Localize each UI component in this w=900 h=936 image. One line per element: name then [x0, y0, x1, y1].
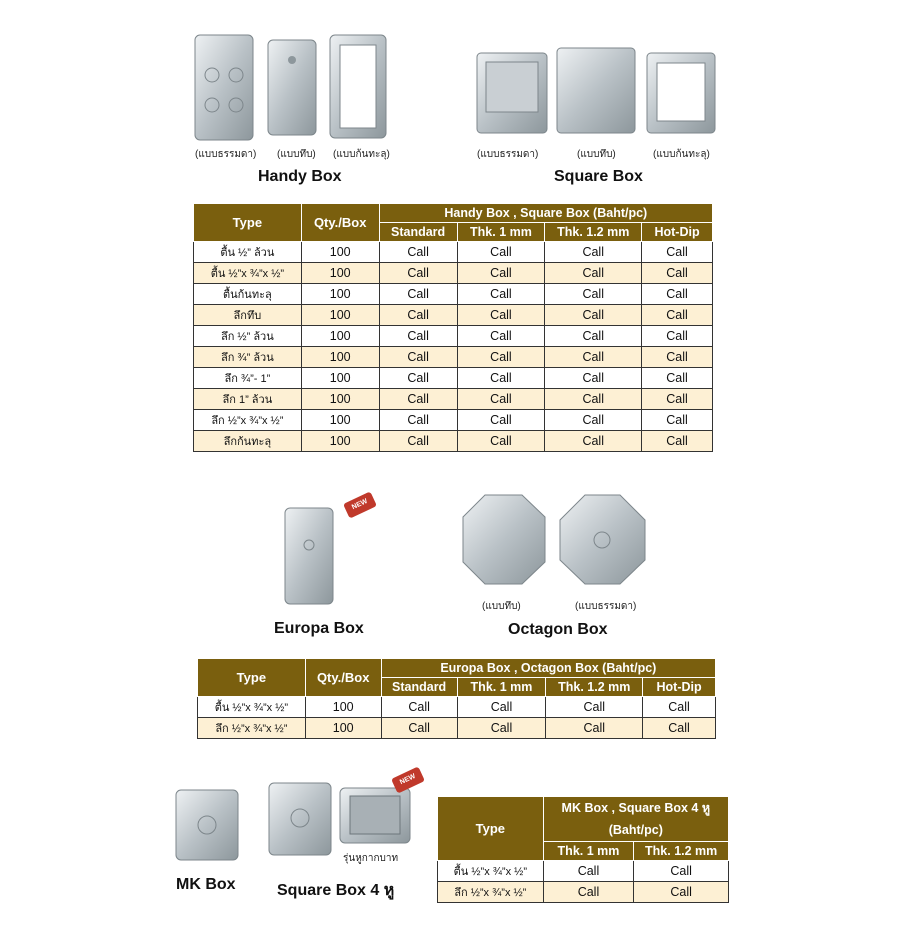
- qty-cell: 100: [301, 284, 379, 305]
- price-cell: Call: [379, 242, 457, 263]
- price-cell: Call: [379, 347, 457, 368]
- handy-box-variant-3: (แบบก้นทะลุ): [333, 149, 390, 160]
- price-cell: Call: [642, 242, 713, 263]
- table-row: [194, 410, 713, 431]
- table-row: [194, 347, 713, 368]
- type-cell: ตื้น ½” ล้วน: [194, 242, 302, 263]
- octagon-variant-1: (แบบทึบ): [482, 601, 521, 612]
- col-type-header: Type: [194, 204, 302, 242]
- type-cell: ลึก 1” ล้วน: [194, 389, 302, 410]
- price-cell: Call: [381, 718, 457, 739]
- price-cell: Call: [457, 389, 545, 410]
- col-type-header: Type: [438, 797, 544, 861]
- type-cell: ตื้น ½”x ¾”x ½”: [198, 697, 306, 718]
- price-cell: Call: [457, 263, 545, 284]
- table-row: [194, 368, 713, 389]
- price-cell: Call: [457, 368, 545, 389]
- price-cell: Call: [379, 263, 457, 284]
- type-cell: ลึกก้นทะลุ: [194, 431, 302, 452]
- col-type-header: Type: [198, 659, 306, 697]
- price-cell: Call: [643, 697, 716, 718]
- octagon-box-closed-image: [463, 495, 545, 584]
- table-row: [194, 242, 713, 263]
- handy-box-title: Handy Box: [258, 168, 342, 185]
- handy-box-images: [190, 30, 390, 150]
- price-cell: Call: [546, 697, 643, 718]
- price-cell: Call: [457, 284, 545, 305]
- table-row: [194, 284, 713, 305]
- type-cell: ลึก ½”x ¾”x ½”: [198, 718, 306, 739]
- square-box-standard-image: [477, 53, 547, 133]
- price-cell: Call: [379, 284, 457, 305]
- handy-box-variant-2: (แบบทึบ): [277, 149, 316, 160]
- mk-box-title: MK Box: [176, 876, 236, 893]
- price-cell: Call: [457, 242, 545, 263]
- price-cell: Call: [642, 284, 713, 305]
- handy-box-open-bottom-image: [330, 35, 386, 138]
- price-cell: Call: [457, 305, 545, 326]
- sub-header-thk1: Thk. 1 mm: [457, 223, 545, 242]
- type-cell: ลึกทึบ: [194, 305, 302, 326]
- sub-header-standard: Standard: [379, 223, 457, 242]
- group-header: Europa Box , Octagon Box (Baht/pc): [381, 659, 715, 678]
- square-box-4-standard-image: [269, 783, 331, 855]
- type-cell: ลึก ½”x ¾”x ½”: [438, 882, 544, 903]
- square-box-open-bottom-image: [647, 53, 715, 133]
- table-row: [198, 697, 716, 718]
- type-cell: ลึก ½” ล้วน: [194, 326, 302, 347]
- octagon-box-standard-image: [560, 495, 645, 584]
- handy-box-standard-image: [195, 35, 253, 140]
- price-cell: Call: [379, 389, 457, 410]
- qty-cell: 100: [301, 305, 379, 326]
- square-box-4-variant: รุ่นหูกากบาท: [343, 853, 399, 864]
- qty-cell: 100: [301, 368, 379, 389]
- price-cell: Call: [543, 882, 634, 903]
- qty-cell: 100: [301, 326, 379, 347]
- octagon-variant-2: (แบบธรรมดา): [575, 601, 637, 612]
- square-box-4-title: Square Box 4 หู: [277, 882, 395, 899]
- price-cell: Call: [543, 861, 634, 882]
- price-cell: Call: [457, 410, 545, 431]
- price-cell: Call: [642, 263, 713, 284]
- price-cell: Call: [457, 718, 546, 739]
- price-cell: Call: [457, 431, 545, 452]
- sub-header-standard: Standard: [381, 678, 457, 697]
- price-cell: Call: [642, 389, 713, 410]
- square-box-4-cross-ear-image: [340, 788, 410, 843]
- col-qty-header: Qty./Box: [305, 659, 381, 697]
- table-row: [438, 861, 729, 882]
- type-cell: ตื้น ½”x ¾”x ½”: [438, 861, 544, 882]
- price-cell: Call: [642, 410, 713, 431]
- handy-box-closed-image: [268, 40, 316, 135]
- price-cell: Call: [634, 861, 729, 882]
- price-cell: Call: [545, 410, 642, 431]
- price-cell: Call: [545, 389, 642, 410]
- price-cell: Call: [643, 718, 716, 739]
- table-row: [194, 263, 713, 284]
- price-cell: Call: [545, 347, 642, 368]
- square-box-4-new-badge: NEW: [391, 766, 425, 793]
- europa-box-title: Europa Box: [274, 620, 364, 637]
- price-cell: Call: [642, 431, 713, 452]
- table-row: [194, 389, 713, 410]
- sub-header-thk12: Thk. 1.2 mm: [546, 678, 643, 697]
- sub-header-hotdip: Hot-Dip: [642, 223, 713, 242]
- qty-cell: 100: [301, 263, 379, 284]
- sub-header-hotdip: Hot-Dip: [643, 678, 716, 697]
- price-cell: Call: [642, 326, 713, 347]
- price-cell: Call: [379, 326, 457, 347]
- price-cell: Call: [545, 326, 642, 347]
- table-row: [194, 305, 713, 326]
- col-qty-header: Qty./Box: [301, 204, 379, 242]
- mk-box-image: [173, 785, 243, 865]
- square-box-variant-3: (แบบก้นทะลุ): [653, 149, 710, 160]
- square-box-closed-image: [557, 48, 635, 133]
- price-cell: Call: [642, 347, 713, 368]
- price-cell: Call: [457, 697, 546, 718]
- price-cell: Call: [379, 305, 457, 326]
- price-cell: Call: [545, 263, 642, 284]
- handy-square-price-table: [193, 203, 713, 452]
- type-cell: ตื้น ½”x ¾”x ½”: [194, 263, 302, 284]
- square-box-title: Square Box: [554, 168, 643, 185]
- type-cell: ลึก ½”x ¾”x ½”: [194, 410, 302, 431]
- octagon-box-title: Octagon Box: [508, 621, 608, 638]
- handy-box-variant-1: (แบบธรรมดา): [195, 149, 257, 160]
- table-row: [194, 431, 713, 452]
- price-cell: Call: [634, 882, 729, 903]
- type-cell: ตื้นก้นทะลุ: [194, 284, 302, 305]
- qty-cell: 100: [301, 410, 379, 431]
- group-header: Handy Box , Square Box (Baht/pc): [379, 204, 712, 223]
- table-row: [198, 718, 716, 739]
- europa-new-badge: NEW: [343, 491, 377, 518]
- price-cell: Call: [457, 326, 545, 347]
- price-cell: Call: [545, 431, 642, 452]
- mk-square4-price-table: [437, 796, 729, 903]
- qty-cell: 100: [305, 697, 381, 718]
- qty-cell: 100: [301, 431, 379, 452]
- type-cell: ลึก ¾” ล้วน: [194, 347, 302, 368]
- price-cell: Call: [546, 718, 643, 739]
- square-box-4-images: [266, 780, 416, 860]
- group-header-line1: MK Box , Square Box 4 หู: [561, 801, 711, 815]
- price-cell: Call: [457, 347, 545, 368]
- group-header-line2: (Baht/pc): [608, 823, 663, 837]
- sub-header-thk12: Thk. 1.2 mm: [545, 223, 642, 242]
- price-cell: Call: [381, 697, 457, 718]
- qty-cell: 100: [305, 718, 381, 739]
- group-header: [543, 797, 728, 842]
- square-box-images: [472, 45, 722, 145]
- europa-box-image: [280, 500, 340, 610]
- qty-cell: 100: [301, 242, 379, 263]
- europa-octagon-price-table: [197, 658, 716, 739]
- price-cell: Call: [545, 368, 642, 389]
- price-cell: Call: [379, 410, 457, 431]
- sub-header-thk1: Thk. 1 mm: [543, 842, 634, 861]
- sub-header-thk1: Thk. 1 mm: [457, 678, 546, 697]
- square-box-variant-1: (แบบธรรมดา): [477, 149, 539, 160]
- octagon-box-images: [460, 492, 650, 592]
- price-cell: Call: [379, 368, 457, 389]
- qty-cell: 100: [301, 389, 379, 410]
- price-cell: Call: [642, 368, 713, 389]
- price-cell: Call: [642, 305, 713, 326]
- price-cell: Call: [379, 431, 457, 452]
- qty-cell: 100: [301, 347, 379, 368]
- type-cell: ลึก ¾”- 1”: [194, 368, 302, 389]
- sub-header-thk12: Thk. 1.2 mm: [634, 842, 729, 861]
- price-cell: Call: [545, 284, 642, 305]
- price-cell: Call: [545, 305, 642, 326]
- table-row: [438, 882, 729, 903]
- square-box-variant-2: (แบบทึบ): [577, 149, 616, 160]
- table-row: [194, 326, 713, 347]
- price-cell: Call: [545, 242, 642, 263]
